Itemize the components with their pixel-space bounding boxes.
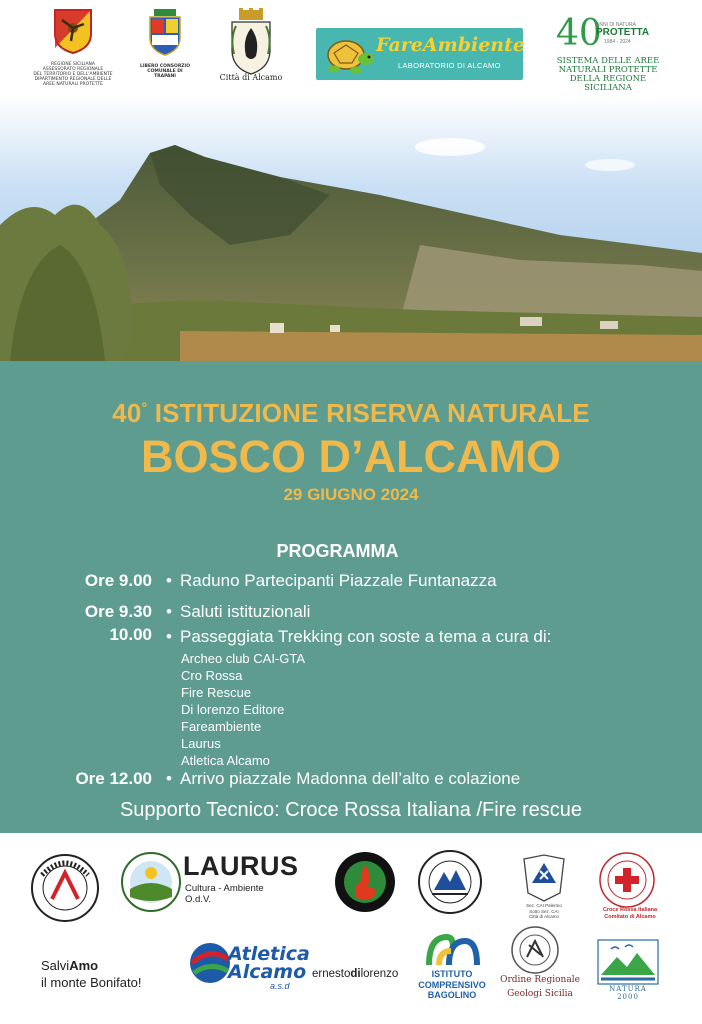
technical-support: Supporto Tecnico: Croce Rossa Italiana /Fire rescue (119, 799, 583, 821)
crest-shield-icon (146, 8, 184, 56)
partner-item: Laurus (181, 736, 221, 751)
sistema-aree-protette-logo (548, 12, 668, 93)
gta-trekking-logo-icon (418, 850, 482, 914)
cai-logo-icon (520, 853, 568, 903)
monte-bonifato-landscape-image (0, 95, 702, 361)
sistema-caption: SISTEMA DELLE AREE NATURALI PROTETTE DELLA REGIONE SICILIANA (556, 56, 660, 93)
event-title-line2: BOSCO D’ALCAMO (141, 431, 561, 482)
title-rest: ISTITUZIONE RISERVA NATURALE (147, 398, 590, 428)
event-date: 29 GIUGNO 2024 (283, 485, 419, 504)
ordine-geologi-name: Ordine Regionale Geologi Sicilia (500, 975, 580, 999)
trinacria-shield-icon (53, 8, 93, 54)
program-text-4: Arrivo piazzale Madonna dell’alto e colazione (180, 769, 521, 788)
anniversary-number: 40 (556, 13, 602, 54)
program-text-3: Passeggiata Trekking con soste a tema a cura di: (180, 627, 552, 646)
atletica-subtitle: a.s.d (270, 981, 290, 991)
cai-caption: Sez. CAI Palermo Sotto Sez. CAI Città di Alcamo (526, 903, 562, 919)
program-item-2 (166, 602, 310, 622)
citta-alcamo-logo (214, 8, 288, 82)
fire-rescue-logo-icon (334, 851, 396, 913)
partner-item: Fareambiente (181, 719, 262, 734)
fareambiente-subtitle: LABORATORIO DI ALCAMO (398, 61, 501, 70)
laurus-name: LAURUS (183, 851, 299, 881)
programma-heading: PROGRAMMA (276, 541, 399, 561)
salviamo-bold: Amo (69, 958, 99, 973)
program-time-4: Ore 12.00 (75, 769, 152, 788)
ernesto-bold: di (350, 968, 361, 980)
atletica-swoosh-icon (188, 941, 232, 985)
laurus-logo-icon (120, 849, 182, 915)
program-item-3 (166, 627, 551, 647)
anniversary-tag-top: ANNI DI NATURA (596, 22, 636, 28)
croce-rossa-logo-icon (598, 851, 656, 909)
partner-item: Archeo club CAI-GTA (181, 651, 306, 666)
archeoclub-logo-icon (30, 853, 100, 923)
degree-mark: ° (141, 399, 148, 416)
ernesto-suffix: lorenzo (360, 968, 399, 980)
program-item-4 (166, 769, 520, 789)
turtle-icon (318, 29, 378, 79)
program-time-1: Ore 9.00 (84, 571, 152, 590)
alcamo-coat-of-arms-icon (228, 8, 274, 76)
istituto-comprensivo-logo-icon (425, 931, 481, 969)
anniversary-tag-main: PROTETTA (596, 27, 650, 38)
atletica-line1: Atletica (228, 943, 310, 965)
consorzio-trapani-logo (138, 8, 192, 79)
bullet: • (166, 769, 172, 788)
program-item-1 (166, 571, 497, 591)
atletica-alcamo-name (228, 945, 310, 981)
bullet: • (166, 602, 172, 621)
atletica-line2: Alcamo (228, 961, 307, 983)
event-info-panel (0, 361, 702, 833)
croce-rossa-caption: Croce Rossa Italiana Comitato di Alcamo (602, 907, 658, 920)
program-text-1: Raduno Partecipanti Piazzale Funtanazza (180, 571, 497, 590)
bottom-logo-bar (0, 833, 702, 1024)
mountain-photo (0, 95, 702, 361)
ordine-geologi-logo-icon (510, 925, 560, 975)
anniversary-years: 1984 - 2024 (604, 39, 631, 45)
top-logo-bar (0, 0, 702, 95)
program-time-3: 10.00 (109, 625, 152, 644)
anniversary-count: 40 (112, 398, 142, 428)
natura-2000-label: NATURA 2000 (609, 985, 647, 1001)
salviamo-slogan (41, 957, 141, 991)
natura-2000-logo-icon (597, 939, 659, 985)
event-title-line1 (0, 398, 702, 429)
partner-item: Fire Rescue (181, 685, 252, 700)
program-text-2: Saluti istituzionali (180, 602, 311, 621)
fareambiente-name: FareAmbiente (376, 34, 525, 56)
program-time-2: Ore 9.30 (84, 602, 152, 621)
bullet: • (166, 627, 172, 646)
fareambiente-logo (316, 28, 523, 80)
ernesto-di-lorenzo-logo (312, 968, 398, 980)
bullet: • (166, 571, 172, 590)
partner-item: Cro Rossa (181, 668, 243, 683)
salviamo-prefix: Salvi (41, 958, 70, 973)
regione-siciliana-logo (28, 8, 118, 87)
istituto-comprensivo-name: ISTITUTO COMPRENSIVO BAGOLINO (418, 969, 486, 1000)
laurus-subtitle: Cultura - Ambiente O.d.V. (185, 883, 264, 905)
partner-item: Di lorenzo Editore (181, 702, 285, 717)
citta-alcamo-caption: Città di Alcamo (219, 73, 283, 82)
consorzio-caption: LIBERO CONSORZIO COMUNALE DI TRAPANI (139, 64, 191, 79)
regione-caption: REGIONE SICILIANA ASSESSORATO REGIONALE DEL TERRITORIO E DELL'AMBIENTE DIPARTIMENTO REGIONALE DELLE AREE NATURALI PROTETTE (33, 62, 113, 87)
salviamo-line2: il monte Bonifato! (41, 975, 142, 990)
ernesto-prefix: ernesto (312, 968, 351, 980)
partner-item: Atletica Alcamo (181, 753, 270, 768)
